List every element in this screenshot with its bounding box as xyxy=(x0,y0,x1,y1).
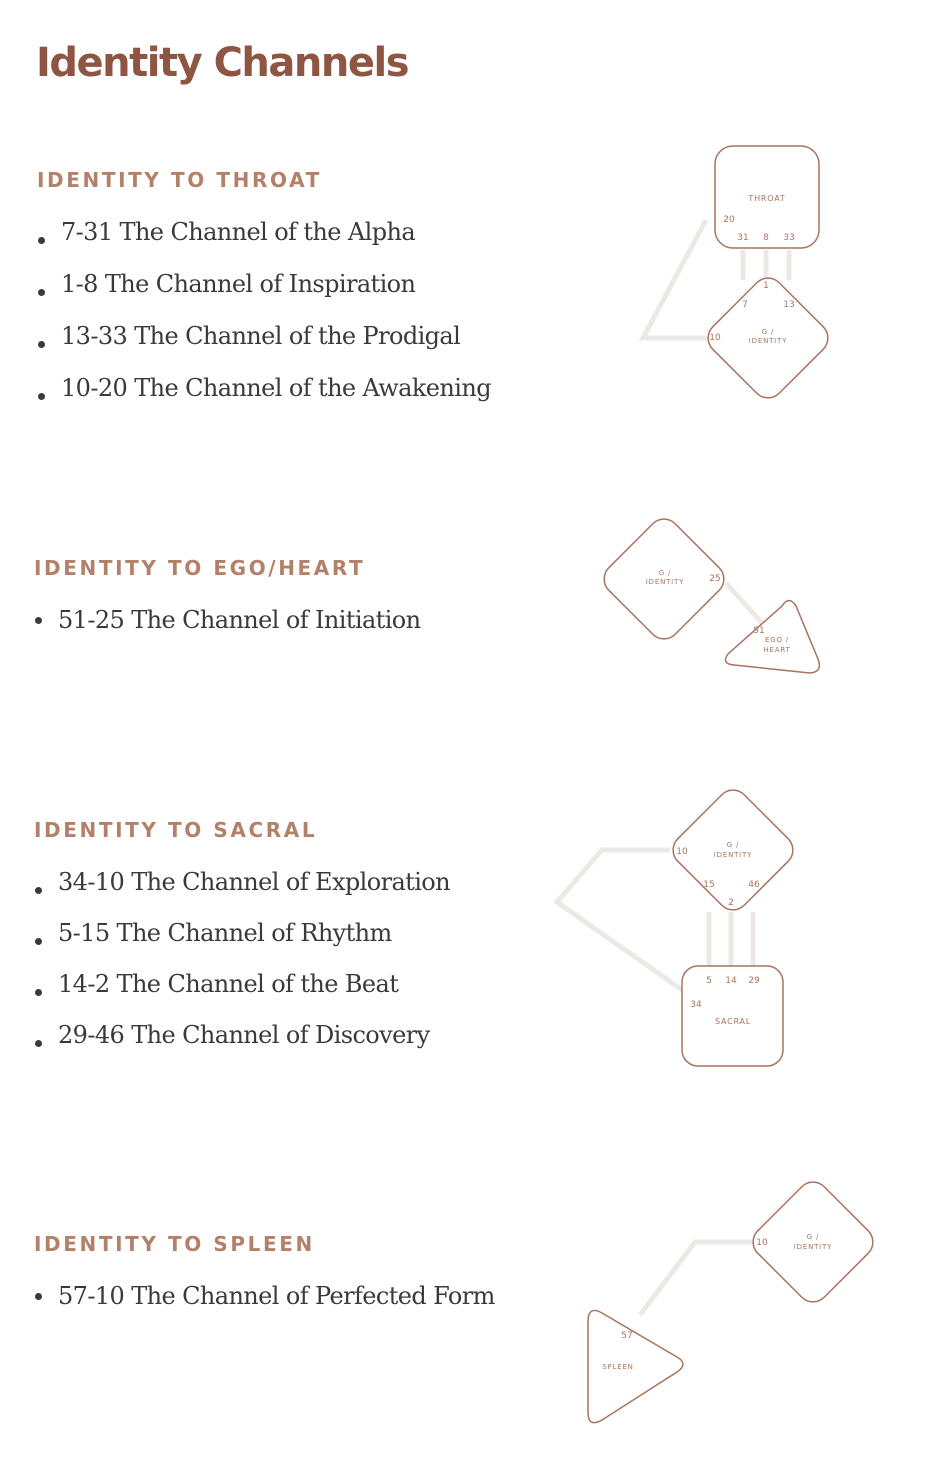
gate-number: 7 xyxy=(742,300,748,310)
channel-list-heart xyxy=(33,602,421,638)
identity-heart-diagram xyxy=(590,505,840,685)
section-heading-heart: IDENTITY TO EGO/HEART xyxy=(34,556,366,580)
identity-label: IDENTITY xyxy=(713,851,753,859)
identity-label: G / xyxy=(658,569,672,577)
gate-number: 5 xyxy=(706,976,712,986)
channel-line xyxy=(640,1242,758,1315)
identity-label: G / xyxy=(761,328,775,336)
sacral-label: SACRAL xyxy=(714,1017,752,1026)
gate-number: 31 xyxy=(737,233,749,243)
channel-item: 57-10 The Channel of Perfected Form xyxy=(33,1278,495,1314)
gate-number: 14 xyxy=(725,976,737,986)
channel-item: 5-15 The Channel of Rhythm xyxy=(33,915,450,966)
channel-item: 14-2 The Channel of the Beat xyxy=(33,966,450,1017)
throat-identity-diagram xyxy=(630,140,850,410)
gate-number: 8 xyxy=(763,233,769,243)
gate-number: 2 xyxy=(728,898,734,908)
heart-label: HEART xyxy=(763,646,791,654)
gate-number: 10 xyxy=(709,333,721,343)
gate-number: 34 xyxy=(690,1000,702,1010)
gate-number: 1 xyxy=(763,281,769,291)
section-heading-sacral: IDENTITY TO SACRAL xyxy=(34,818,318,842)
gate-number: 29 xyxy=(748,976,760,986)
heart-label: EGO / xyxy=(765,636,789,644)
channel-item: 29-46 The Channel of Discovery xyxy=(33,1017,450,1068)
gate-number: 46 xyxy=(748,880,760,890)
channel-item: 10-20 The Channel of the Awakening xyxy=(36,370,491,422)
identity-label: IDENTITY xyxy=(748,337,788,345)
gate-number: 25 xyxy=(709,574,721,584)
identity-sacral-diagram xyxy=(545,780,815,1080)
identity-spleen-diagram xyxy=(580,1170,890,1440)
channel-item: 13-33 The Channel of the Prodigal xyxy=(36,318,491,370)
spleen-label: SPLEEN xyxy=(602,1363,634,1371)
gate-number: 57 xyxy=(621,1331,633,1341)
gate-number: 13 xyxy=(783,300,795,310)
section-heading-throat: IDENTITY TO THROAT xyxy=(37,168,322,192)
identity-label: G / xyxy=(806,1233,820,1241)
identity-label: IDENTITY xyxy=(645,578,685,586)
gate-number: 10 xyxy=(756,1238,768,1248)
channel-line xyxy=(726,583,762,623)
identity-label: G / xyxy=(726,841,740,849)
section-heading-spleen: IDENTITY TO SPLEEN xyxy=(34,1232,315,1256)
gate-number: 15 xyxy=(703,880,715,890)
gate-number: 51 xyxy=(753,626,765,636)
channel-item: 1-8 The Channel of Inspiration xyxy=(36,266,491,318)
channel-item: 7-31 The Channel of the Alpha xyxy=(36,214,491,266)
channel-list-spleen xyxy=(33,1278,495,1314)
throat-label: THROAT xyxy=(748,194,786,203)
gate-number: 10 xyxy=(676,847,688,857)
channel-item: 34-10 The Channel of Exploration xyxy=(33,864,450,915)
channel-item: 51-25 The Channel of Initiation xyxy=(33,602,421,638)
channel-list-sacral xyxy=(33,864,450,1068)
channel-list-throat xyxy=(36,214,491,422)
gate-number: 33 xyxy=(783,233,795,243)
page-title: Identity Channels xyxy=(36,40,408,86)
gate-number: 20 xyxy=(723,215,735,225)
identity-label: IDENTITY xyxy=(793,1243,833,1251)
